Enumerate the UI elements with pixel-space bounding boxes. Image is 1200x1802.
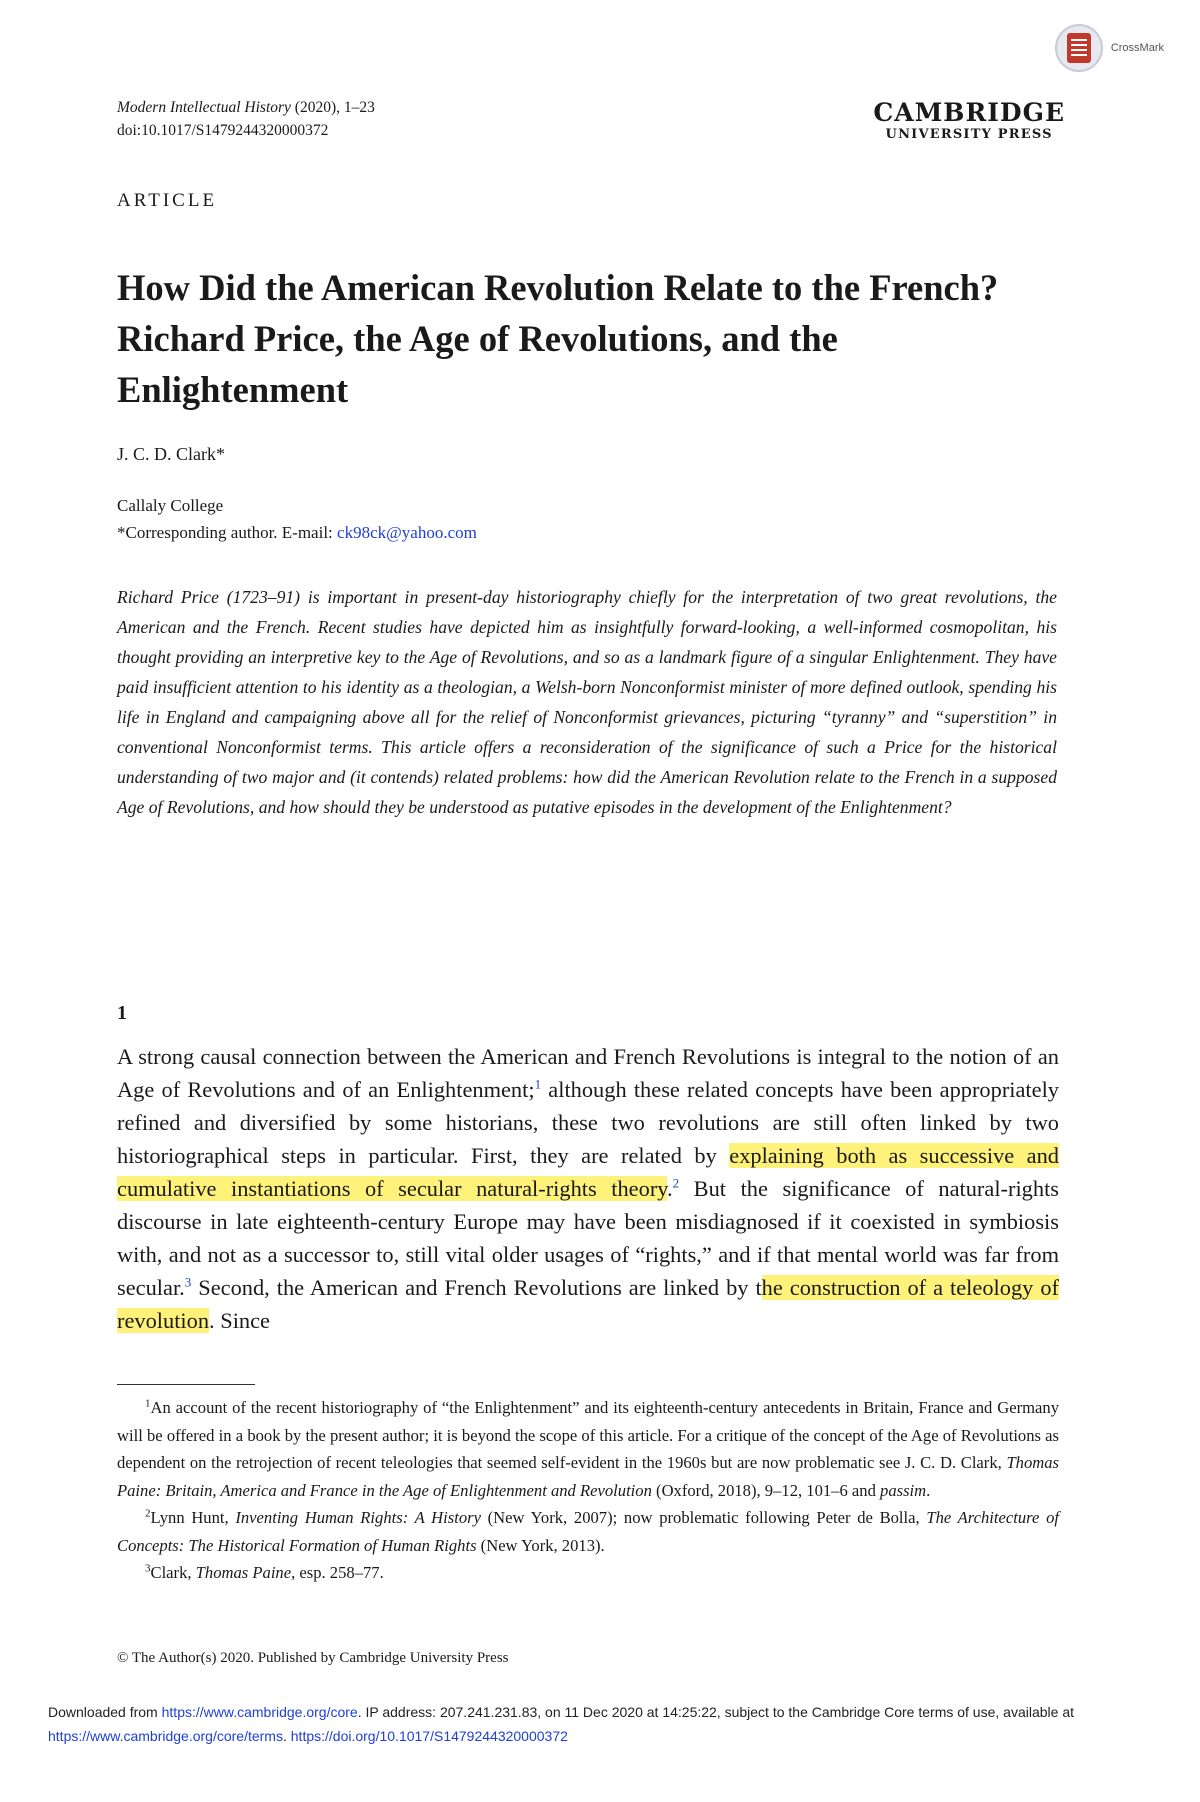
affiliation-block: [117, 492, 477, 546]
highlight-2: he construction of a teleology of revolution: [117, 1275, 1059, 1333]
doi-link[interactable]: https://doi.org/10.1017/S1479244320000372: [290, 1728, 568, 1744]
footnote-3: $^3$Clark, Thomas Paine, esp. 258–77.: [145, 1562, 384, 1582]
section-heading: 1: [117, 1002, 127, 1024]
publisher-name-top: CAMBRIDGE: [873, 98, 1065, 127]
crossmark-label: CrossMark: [1110, 42, 1164, 54]
footnote-2: $^2$Lynn Hunt, Inventing Human Rights: A History (New York, 2007); now problematic following Peter de Bolla, The Architecture of Concepts: The Historical Formation of Human Rights (New York, 2013).: [117, 1507, 1059, 1555]
download-notice: Downloaded from https://www.cambridge.org/core. IP address: 207.241.231.83, on 11 Dec 2020 at 14:25:22, subject to the Cambridge Core terms of use, available at https://www.cambridge.org/core/terms. https://doi.org/10.1017/S1479244320000372: [48, 1704, 1074, 1744]
author-name: J. C. D. Clark*: [117, 444, 225, 464]
body-text: . Since: [209, 1308, 270, 1333]
abstract: Richard Price (1723–91) is important in present-day historiography chiefly for the interpretation of two great revolutions, the American and the French. Recent studies have depicted him as insightfully forward-looking, a well-informed cosmopolitan, his thought providing an interpretive key to the Age of Revolutions, and so as a landmark figure of a singular Enlightenment. They have paid insufficient attention to his identity as a theologian, a Welsh-born Nonconformist minister of more defined outlook, spending his life in England and campaigning above all for the relief of Nonconformist grievances, picturing “tyranny” and “superstition” in conventional Nonconformist terms. This article offers a reconsideration of the significance of such a Price for the historical understanding of two major and (it contends) related problems: how did the American Revolution relate to the French in a supposed Age of Revolutions, and how should they be understood as putative episodes in the development of the Enlightenment?: [117, 587, 1057, 817]
email-link[interactable]: ck98ck@yahoo.com: [337, 523, 477, 542]
footnotes: [117, 1394, 1059, 1587]
body-text: although these related concepts have been appropriately refined and diversified by some historians, these two revolutions are still often linked by two historiographical steps in particular. First, they are related by: [117, 1077, 1060, 1168]
body-text: Second, the American and French Revolutions are linked by t: [191, 1275, 762, 1300]
footnote-ref-1[interactable]: 1: [534, 1076, 542, 1092]
article-title: How Did the American Revolution Relate to the French? Richard Price, the Age of Revolutions, and the Enlightenment: [117, 267, 999, 410]
footnote-1: $^1$An account of the recent historiography of “the Enlightenment” and its eighteenth-century antecedents in Britain, France and Germany will be offered in a book by the present author; it is beyond the scope of this article. For a critique of the concept of the Age of Revolutions as dependent on the retrojection of recent teleologies that seemed self-evident in the 1960s but are now problematic see J. C. D. Clark, Thomas Paine: Britain, America and France in the Age of Enlightenment and Revolution (Oxford, 2018), 9–12, 101–6 and passim.: [117, 1397, 1059, 1500]
affiliation: Callaly College: [117, 496, 224, 515]
corresponding-prefix: *Corresponding author. E-mail:: [117, 523, 338, 542]
body-text: .: [667, 1176, 673, 1201]
body-paragraph: [117, 1040, 1059, 1337]
publisher-name-bottom: UNIVERSITY PRESS: [885, 127, 1053, 142]
journal-volume: (2020), 1–23: [290, 99, 375, 116]
article-type-label: ARTICLE: [117, 190, 218, 211]
body-text: But the significance of natural-rights discourse in late eighteenth-century Europe may have been misdiagnosed if it coexisted in symbiosis with, and not as a successor to, still vital older usages of “rights,” and if that mental world was far from secular.: [117, 1176, 1059, 1300]
publisher-logo: [873, 100, 1065, 142]
footnote-ref-3[interactable]: 3: [184, 1274, 192, 1290]
footnote-ref-2[interactable]: 2: [672, 1175, 680, 1191]
journal-title: Modern Intellectual History: [117, 99, 291, 116]
body-text: A strong causal connection between the American and French Revolutions is integral to the notion of an Age of Revolutions and of an Enlightenment;: [117, 1044, 1059, 1102]
cambridge-core-link[interactable]: https://www.cambridge.org/core: [161, 1704, 358, 1720]
footnote-divider: [117, 1384, 255, 1385]
crossmark-icon: [1055, 24, 1103, 72]
corresponding-author: [117, 519, 477, 546]
terms-link[interactable]: https://www.cambridge.org/core/terms: [48, 1728, 283, 1744]
journal-info: [117, 96, 375, 143]
crossmark-badge[interactable]: [1055, 24, 1164, 72]
journal-doi: doi:10.1017/S1479244320000372: [117, 122, 329, 140]
highlight-1: explaining both as successive and cumulative instantiations of secular natural-rights theory: [117, 1143, 1059, 1201]
copyright-notice: © The Author(s) 2020. Published by Cambridge University Press: [117, 1650, 509, 1666]
